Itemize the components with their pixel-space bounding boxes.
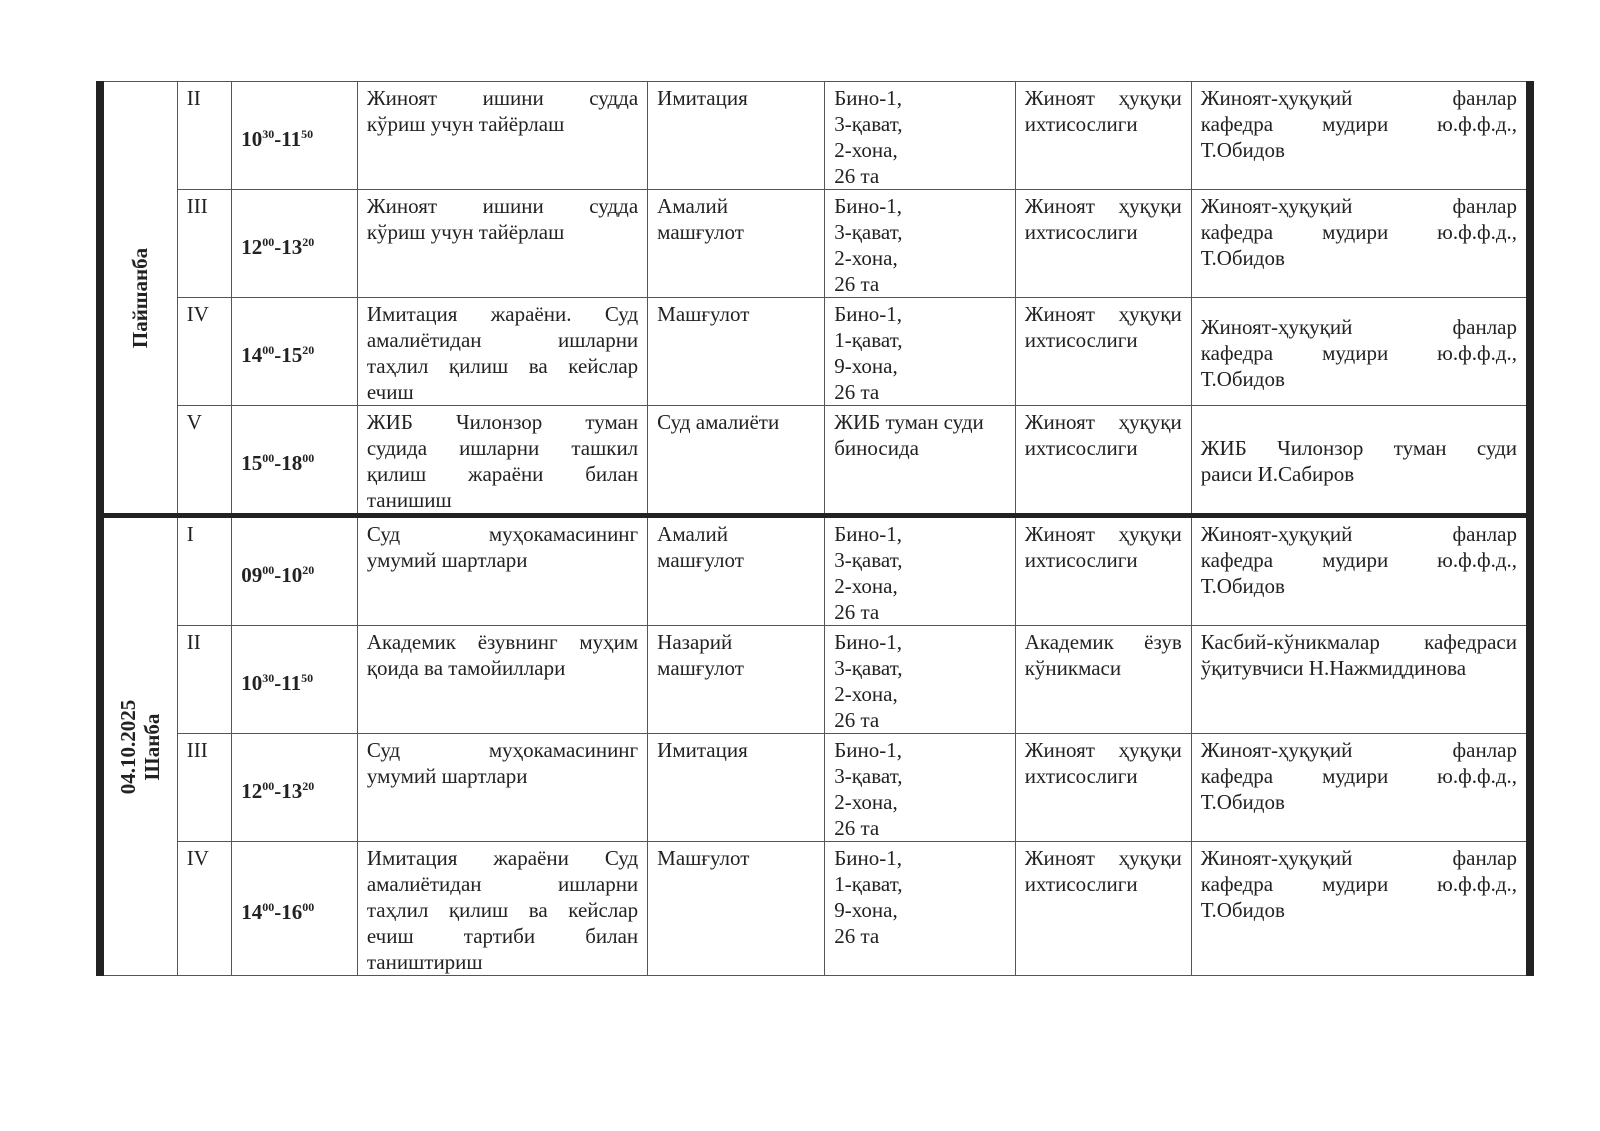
end-hour: 11 [281,126,302,151]
specialty-line: Жиноят ҳуқуқи [1024,86,1182,110]
teacher-line: кафедра мудири ю.ф.ф.д., [1200,112,1517,136]
start-minute: 00 [262,450,275,465]
location-line: Бино-1, [834,846,903,870]
start-minute: 00 [262,562,275,577]
topic-line: амалиётидан ишларни [366,328,639,352]
end-minute: 20 [302,562,315,577]
teacher-line: кафедра мудири ю.ф.ф.д., [1200,764,1517,788]
day-label-line: 04.10.2025 [116,699,141,794]
teacher-line: Жиноят-ҳуқуқий фанлар [1200,194,1517,218]
table-row [100,298,1530,406]
pair-number-cell [177,626,232,734]
location-line: 2-хона, [834,138,898,162]
teacher-line: Жиноят-ҳуқуқий фанлар [1200,522,1517,546]
location-cell [825,406,1015,516]
time-cell [232,842,358,976]
location-line: 26 та [834,380,880,404]
day-label-cell [100,516,177,976]
location-line: 3-қават, [834,764,903,788]
location-line: биносида [834,436,919,460]
specialty-cell [1015,516,1191,626]
pair-number: II [186,630,201,654]
end-minute: 20 [302,234,315,249]
time-cell [232,406,358,516]
start-minute: 30 [262,670,275,685]
specialty-cell [1015,406,1191,516]
end-minute: 00 [302,899,315,914]
time-range: $12^{00}-13^{20}$ [241,234,315,259]
table-row [100,406,1530,516]
end-minute: 20 [302,342,315,357]
topic-line: қоида ва тамойиллари [366,656,566,680]
teacher-line: кафедра мудири ю.ф.ф.д., [1200,341,1517,365]
topic-cell [357,82,647,190]
teacher-line: ЖИБ Чилонзор туман суди [1200,436,1517,460]
teacher-line: Жиноят-ҳуқуқий фанлар [1200,846,1517,870]
table-row [100,82,1530,190]
specialty-cell [1015,842,1191,976]
topic-line: таништириш [366,950,483,974]
specialty-cell [1015,626,1191,734]
pair-number: I [186,522,194,546]
time-cell [232,298,358,406]
pair-number-cell [177,516,232,626]
day-label-cell [100,82,177,516]
type-line: Машғулот [657,846,750,870]
location-line: Бино-1, [834,86,903,110]
time-cell [232,516,358,626]
pair-number: III [186,194,208,218]
time-cell [232,82,358,190]
type-cell [648,82,825,190]
teacher-line: кафедра мудири ю.ф.ф.д., [1200,548,1517,572]
time-cell [232,190,358,298]
topic-line: таҳлил қилиш ва кейслар [366,898,639,922]
type-cell [648,190,825,298]
specialty-line: ихтисослиги [1024,328,1138,352]
type-line: Имитация [657,738,748,762]
type-line: Амалий [657,522,728,546]
topic-line: умумий шартлари [366,548,528,572]
specialty-line: ихтисослиги [1024,764,1138,788]
start-hour: 12 [241,234,263,259]
location-line: Бино-1, [834,194,903,218]
topic-cell [357,298,647,406]
time-range: $15^{00}-18^{00}$ [241,450,315,475]
teacher-line: Жиноят-ҳуқуқий фанлар [1200,86,1517,110]
end-hour: 16 [281,899,303,924]
day-label [116,699,164,794]
teacher-line: раиси И.Сабиров [1200,462,1355,486]
end-hour: 13 [281,234,303,259]
location-line: 26 та [834,164,880,188]
start-hour: 12 [241,778,263,803]
topic-line: Имитация жараёни Суд [366,846,639,870]
teacher-line: кафедра мудири ю.ф.ф.д., [1200,220,1517,244]
topic-line: амалиётидан ишларни [366,872,639,896]
pair-number: IV [186,846,209,870]
teacher-cell [1191,842,1530,976]
time-range: $12^{00}-13^{20}$ [241,778,315,803]
type-cell [648,734,825,842]
pair-number-cell [177,298,232,406]
location-line: 1-қават, [834,328,903,352]
topic-line: Жиноят ишини судда [366,194,639,218]
teacher-line: Т.Обидов [1200,246,1285,270]
specialty-line: ихтисослиги [1024,872,1138,896]
location-line: 9-хона, [834,898,898,922]
day-label-line: Шанба [140,713,165,780]
topic-line: умумий шартлари [366,764,528,788]
location-cell [825,190,1015,298]
location-line: 26 та [834,272,880,296]
teacher-line: Жиноят-ҳуқуқий фанлар [1200,738,1517,762]
topic-cell [357,190,647,298]
pair-number: V [186,410,202,434]
time-cell [232,734,358,842]
topic-cell [357,406,647,516]
teacher-line: Т.Обидов [1200,574,1285,598]
specialty-line: Жиноят ҳуқуқи [1024,302,1182,326]
end-hour: 10 [281,562,303,587]
teacher-line: ўқитувчиси Н.Нажмиддинова [1200,656,1467,680]
location-line: ЖИБ туман суди [834,410,984,434]
location-line: 26 та [834,816,880,840]
location-line: 1-қават, [834,872,903,896]
day-label-line: Пайшанба [128,247,153,348]
teacher-line: Т.Обидов [1200,790,1285,814]
specialty-line: ихтисослиги [1024,436,1138,460]
location-cell [825,82,1015,190]
pair-number-cell [177,82,232,190]
location-line: Бино-1, [834,302,903,326]
teacher-cell [1191,626,1530,734]
teacher-cell [1191,82,1530,190]
start-hour: 14 [241,342,263,367]
type-line: машғулот [657,220,744,244]
topic-line: кўриш учун тайёрлаш [366,112,565,136]
time-cell [232,626,358,734]
type-line: Машғулот [657,302,750,326]
specialty-line: ихтисослиги [1024,548,1138,572]
pair-number-cell [177,842,232,976]
type-cell [648,406,825,516]
table-row [100,190,1530,298]
topic-line: ечиш [366,380,414,404]
type-line: Суд амалиёти [657,410,780,434]
end-hour: 11 [281,670,302,695]
location-line: 3-қават, [834,548,903,572]
topic-cell [357,734,647,842]
table-row [100,626,1530,734]
location-line: 26 та [834,600,880,624]
location-line: 3-қават, [834,112,903,136]
topic-line: Академик ёзувнинг муҳим [366,630,639,654]
end-hour: 15 [281,342,303,367]
teacher-line: Т.Обидов [1200,138,1285,162]
start-hour: 15 [241,450,263,475]
time-range: $14^{00}-15^{20}$ [241,342,315,367]
specialty-line: ихтисослиги [1024,112,1138,136]
topic-cell [357,516,647,626]
specialty-line: Жиноят ҳуқуқи [1024,522,1182,546]
time-range: $10^{30}-11^{50}$ [241,670,314,695]
location-cell [825,298,1015,406]
location-line: Бино-1, [834,738,903,762]
end-hour: 18 [281,450,303,475]
topic-line: Жиноят ишини судда [366,86,639,110]
start-hour: 09 [241,562,263,587]
teacher-line: Т.Обидов [1200,367,1285,391]
type-cell [648,516,825,626]
pair-number-cell [177,190,232,298]
teacher-line: Жиноят-ҳуқуқий фанлар [1200,315,1517,339]
location-line: 2-хона, [834,246,898,270]
type-line: Назарий [657,630,733,654]
location-line: 2-хона, [834,790,898,814]
specialty-cell [1015,82,1191,190]
pair-number-cell [177,406,232,516]
type-cell [648,842,825,976]
topic-line: Имитация жараёни. Суд [366,302,639,326]
start-minute: 00 [262,342,275,357]
topic-line: Суд муҳокамасининг [366,738,639,762]
start-minute: 00 [262,899,275,914]
schedule-table [96,81,1534,976]
topic-line: ечиш тартиби билан [366,924,639,948]
start-hour: 10 [241,670,263,695]
specialty-line: Жиноят ҳуқуқи [1024,738,1182,762]
specialty-line: Жиноят ҳуқуқи [1024,846,1182,870]
specialty-line: ихтисослиги [1024,220,1138,244]
pair-number: II [186,86,201,110]
end-minute: 50 [301,670,314,685]
specialty-cell [1015,734,1191,842]
location-line: 2-хона, [834,682,898,706]
topic-cell [357,842,647,976]
start-hour: 10 [241,126,263,151]
topic-cell [357,626,647,734]
teacher-line: кафедра мудири ю.ф.ф.д., [1200,872,1517,896]
topic-line: Суд муҳокамасининг [366,522,639,546]
teacher-cell [1191,190,1530,298]
location-line: 3-қават, [834,220,903,244]
topic-line: судида ишларни ташкил [366,436,639,460]
location-cell [825,842,1015,976]
type-line: машғулот [657,548,744,572]
topic-line: ЖИБ Чилонзор туман [366,410,639,434]
type-cell [648,298,825,406]
location-cell [825,734,1015,842]
pair-number: III [186,738,208,762]
teacher-cell [1191,516,1530,626]
topic-line: кўриш учун тайёрлаш [366,220,565,244]
pair-number: IV [186,302,209,326]
table-row [100,842,1530,976]
teacher-line: Касбий-кўникмалар кафедраси [1200,630,1517,654]
end-minute: 00 [302,450,315,465]
specialty-cell [1015,190,1191,298]
teacher-cell [1191,298,1530,406]
end-minute: 20 [302,778,315,793]
location-line: Бино-1, [834,630,903,654]
start-minute: 00 [262,778,275,793]
teacher-line: Т.Обидов [1200,898,1285,922]
start-minute: 30 [262,126,275,141]
location-line: 9-хона, [834,354,898,378]
topic-line: танишиш [366,488,452,512]
table-row [100,734,1530,842]
topic-line: таҳлил қилиш ва кейслар [366,354,639,378]
teacher-cell [1191,734,1530,842]
specialty-cell [1015,298,1191,406]
location-cell [825,626,1015,734]
specialty-line: Академик ёзув [1024,630,1182,654]
type-line: Имитация [657,86,748,110]
specialty-line: Жиноят ҳуқуқи [1024,410,1182,434]
pair-number-cell [177,734,232,842]
start-minute: 00 [262,234,275,249]
time-range: $14^{00}-16^{00}$ [241,899,315,924]
start-hour: 14 [241,899,263,924]
time-range: $09^{00}-10^{20}$ [241,562,315,587]
end-minute: 50 [301,126,314,141]
day-label [128,247,152,347]
type-line: машғулот [657,656,744,680]
location-line: Бино-1, [834,522,903,546]
location-cell [825,516,1015,626]
topic-line: қилиш жараёни билан [366,462,639,486]
location-line: 2-хона, [834,574,898,598]
location-line: 26 та [834,708,880,732]
location-line: 26 та [834,924,880,948]
location-line: 3-қават, [834,656,903,680]
table-row [100,516,1530,626]
time-range: $10^{30}-11^{50}$ [241,126,314,151]
type-cell [648,626,825,734]
teacher-cell [1191,406,1530,516]
type-line: Амалий [657,194,728,218]
specialty-line: Жиноят ҳуқуқи [1024,194,1182,218]
end-hour: 13 [281,778,303,803]
specialty-line: кўникмаси [1024,656,1122,680]
